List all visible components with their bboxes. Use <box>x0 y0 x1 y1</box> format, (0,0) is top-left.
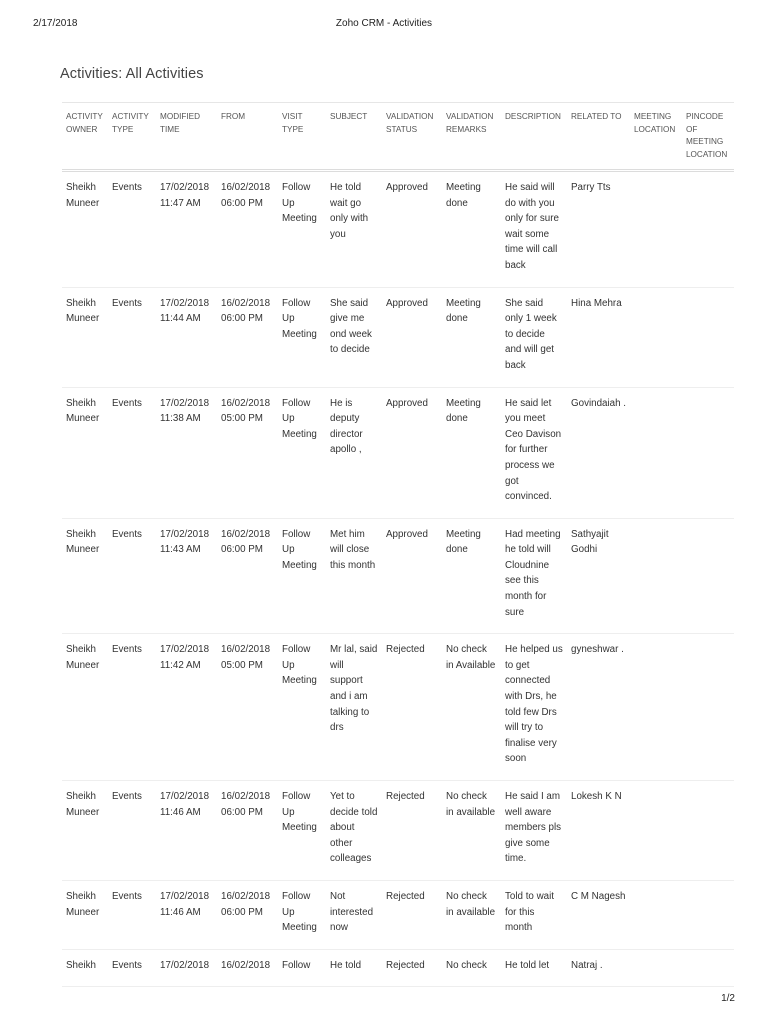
cell-related-to: Lokesh K N <box>567 781 630 881</box>
cell-location <box>630 880 682 949</box>
cell-type: Events <box>108 518 156 634</box>
cell-related-to: gyneshwar . <box>567 634 630 781</box>
cell-modified: 17/02/2018 11:46 AM <box>156 781 217 881</box>
cell-subject: She said give me ond week to decide <box>326 287 382 387</box>
cell-location <box>630 287 682 387</box>
cell-status: Approved <box>382 171 442 288</box>
cell-type: Events <box>108 781 156 881</box>
cell-type: Events <box>108 387 156 518</box>
cell-pincode <box>682 949 734 987</box>
cell-description: Told to wait for this month <box>501 880 567 949</box>
cell-from: 16/02/2018 05:00 PM <box>217 634 278 781</box>
cell-from: 16/02/2018 06:00 PM <box>217 518 278 634</box>
cell-visit-type: Follow Up Meeting <box>278 880 326 949</box>
cell-location <box>630 781 682 881</box>
cell-status: Approved <box>382 287 442 387</box>
cell-description: He said I am well aware members pls give some time. <box>501 781 567 881</box>
cell-pincode <box>682 781 734 881</box>
cell-remarks: No check in available <box>442 781 501 881</box>
cell-location <box>630 634 682 781</box>
cell-owner: Sheikh Muneer <box>62 518 108 634</box>
cell-related-to: Parry Tts <box>567 171 630 288</box>
cell-type: Events <box>108 949 156 987</box>
cell-visit-type: Follow Up Meeting <box>278 171 326 288</box>
column-header: VISIT TYPE <box>278 103 326 171</box>
cell-location <box>630 387 682 518</box>
column-header: ACTIVITY OWNER <box>62 103 108 171</box>
cell-pincode <box>682 287 734 387</box>
table-header-row <box>62 103 734 171</box>
column-header: MODIFIED TIME <box>156 103 217 171</box>
print-title: Zoho CRM - Activities <box>335 18 433 29</box>
table-row <box>62 634 734 781</box>
cell-remarks: No check in available <box>442 880 501 949</box>
table-row <box>62 171 734 288</box>
cell-subject: Mr lal, said will support and i am talking to drs <box>326 634 382 781</box>
cell-owner: Sheikh Muneer <box>62 880 108 949</box>
cell-visit-type: Follow <box>278 949 326 987</box>
cell-pincode <box>682 387 734 518</box>
cell-from: 16/02/2018 05:00 PM <box>217 387 278 518</box>
column-header: VALIDATION REMARKS <box>442 103 501 171</box>
cell-owner: Sheikh Muneer <box>62 634 108 781</box>
cell-remarks: Meeting done <box>442 171 501 288</box>
cell-description: He told let <box>501 949 567 987</box>
cell-related-to: Hina Mehra <box>567 287 630 387</box>
cell-owner: Sheikh <box>62 949 108 987</box>
cell-related-to: Govindaiah . <box>567 387 630 518</box>
cell-location <box>630 171 682 288</box>
column-header: SUBJECT <box>326 103 382 171</box>
cell-status: Rejected <box>382 880 442 949</box>
cell-modified: 17/02/2018 11:44 AM <box>156 287 217 387</box>
cell-location <box>630 949 682 987</box>
cell-remarks: Meeting done <box>442 387 501 518</box>
cell-related-to: C M Nagesh <box>567 880 630 949</box>
cell-owner: Sheikh Muneer <box>62 287 108 387</box>
cell-subject: Not interested now <box>326 880 382 949</box>
column-header: DESCRIPTION <box>501 103 567 171</box>
cell-pincode <box>682 518 734 634</box>
cell-description: Had meeting he told will Cloudnine see this month for sure <box>501 518 567 634</box>
cell-visit-type: Follow Up Meeting <box>278 287 326 387</box>
cell-visit-type: Follow Up Meeting <box>278 518 326 634</box>
cell-modified: 17/02/2018 11:47 AM <box>156 171 217 288</box>
cell-pincode <box>682 634 734 781</box>
table-row <box>62 880 734 949</box>
activities-table <box>62 102 734 987</box>
cell-status: Rejected <box>382 781 442 881</box>
cell-type: Events <box>108 880 156 949</box>
cell-status: Rejected <box>382 949 442 987</box>
cell-subject: He told <box>326 949 382 987</box>
cell-modified: 17/02/2018 11:42 AM <box>156 634 217 781</box>
cell-type: Events <box>108 287 156 387</box>
column-header: ACTIVITY TYPE <box>108 103 156 171</box>
cell-subject: He is deputy director apollo , <box>326 387 382 518</box>
cell-modified: 17/02/2018 11:43 AM <box>156 518 217 634</box>
table-row <box>62 518 734 634</box>
cell-location <box>630 518 682 634</box>
cell-status: Approved <box>382 518 442 634</box>
cell-pincode <box>682 171 734 288</box>
cell-remarks: No check <box>442 949 501 987</box>
cell-description: She said only 1 week to decide and will get back <box>501 287 567 387</box>
page-number: 1/2 <box>721 993 735 1004</box>
column-header: VALIDATION STATUS <box>382 103 442 171</box>
cell-from: 16/02/2018 06:00 PM <box>217 781 278 881</box>
print-header <box>0 18 768 32</box>
cell-visit-type: Follow Up Meeting <box>278 781 326 881</box>
cell-owner: Sheikh Muneer <box>62 781 108 881</box>
cell-related-to: Natraj . <box>567 949 630 987</box>
cell-subject: Yet to decide told about other colleages <box>326 781 382 881</box>
cell-from: 16/02/2018 06:00 PM <box>217 171 278 288</box>
cell-visit-type: Follow Up Meeting <box>278 634 326 781</box>
cell-description: He helped us to get connected with Drs, he told few Drs will try to finalise very soon <box>501 634 567 781</box>
cell-modified: 17/02/2018 11:46 AM <box>156 880 217 949</box>
cell-remarks: No check in Available <box>442 634 501 781</box>
column-header: FROM <box>217 103 278 171</box>
cell-remarks: Meeting done <box>442 518 501 634</box>
table-row <box>62 387 734 518</box>
cell-from: 16/02/2018 <box>217 949 278 987</box>
column-header: MEETING LOCATION <box>630 103 682 171</box>
column-header: RELATED TO <box>567 103 630 171</box>
cell-pincode <box>682 880 734 949</box>
print-date: 2/17/2018 <box>33 18 78 29</box>
cell-visit-type: Follow Up Meeting <box>278 387 326 518</box>
column-header: PINCODE OF MEETING LOCATION <box>682 103 734 171</box>
cell-owner: Sheikh Muneer <box>62 171 108 288</box>
cell-owner: Sheikh Muneer <box>62 387 108 518</box>
table-row <box>62 287 734 387</box>
cell-modified: 17/02/2018 11:38 AM <box>156 387 217 518</box>
cell-description: He said let you meet Ceo Davison for further process we got convinced. <box>501 387 567 518</box>
cell-subject: He told wait go only with you <box>326 171 382 288</box>
cell-modified: 17/02/2018 <box>156 949 217 987</box>
cell-from: 16/02/2018 06:00 PM <box>217 287 278 387</box>
cell-remarks: Meeting done <box>442 287 501 387</box>
cell-status: Rejected <box>382 634 442 781</box>
cell-status: Approved <box>382 387 442 518</box>
cell-type: Events <box>108 171 156 288</box>
table-row <box>62 781 734 881</box>
cell-type: Events <box>108 634 156 781</box>
table-row <box>62 949 734 987</box>
page-title: Activities: All Activities <box>60 66 204 82</box>
cell-from: 16/02/2018 06:00 PM <box>217 880 278 949</box>
cell-related-to: Sathyajit Godhi <box>567 518 630 634</box>
cell-subject: Met him will close this month <box>326 518 382 634</box>
cell-description: He said will do with you only for sure wait some time will call back <box>501 171 567 288</box>
